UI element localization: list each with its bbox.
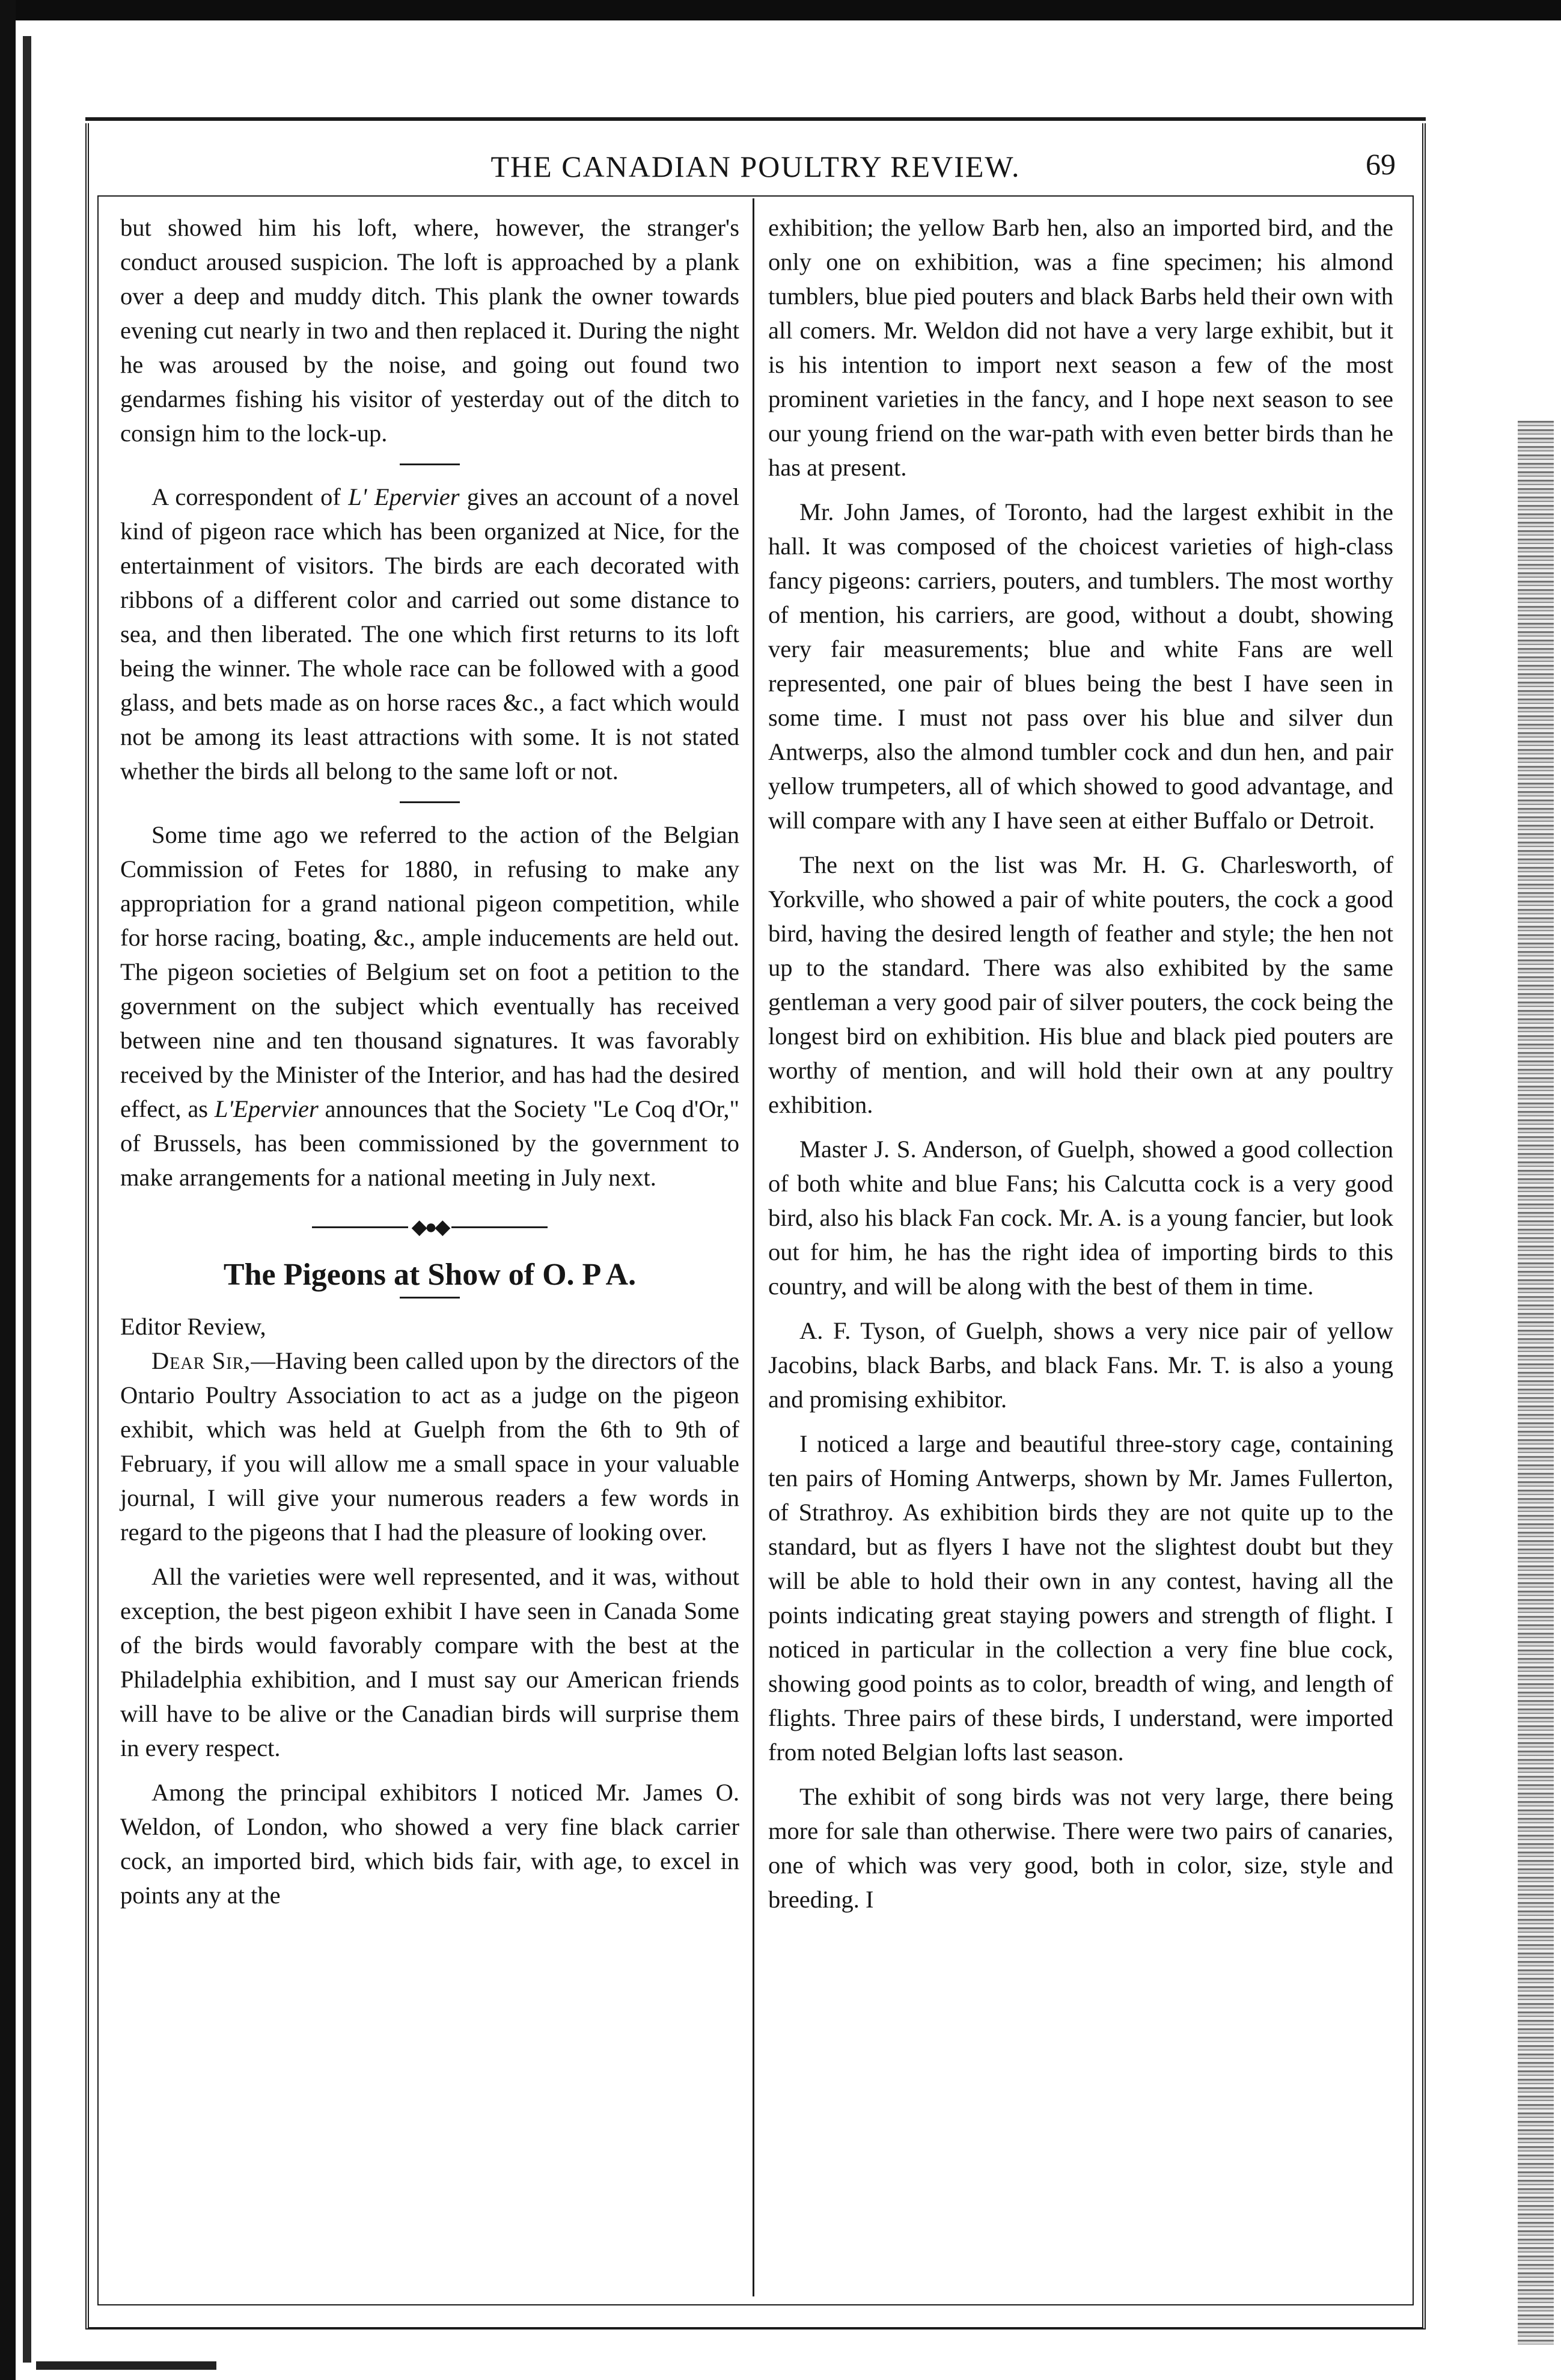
page-header [97, 138, 1414, 192]
separator-rule [400, 463, 460, 465]
header-top-rule [85, 117, 1426, 121]
left-paragraph-4-rest: —Having been called upon by the directors of the Ontario Poultry Association to act as a judge on the pigeon exhibit, which was held at Guelph from the 6th to 9th of February, if you will allow me a small space in your valuable journal, I will give your numerous readers a few words in regard to the pigeons that I had the pleasure of looking over. [120, 1347, 739, 1546]
left-paragraph-1: but showed him his loft, where, however, the stranger's conduct aroused suspicion. The loft is approached by a plank over a deep and muddy ditch. This plank the owner towards evening cut nearly in two and then replaced it. During the night he was aroused by the noise, and going out found two gendarmes fishing his visitor of yesterday out of the ditch to consign him to the lock-up. [120, 214, 739, 447]
left-paragraph-2 [120, 480, 739, 788]
journal-title: THE CANADIAN POULTRY REVIEW. [490, 150, 1021, 183]
right-column [768, 210, 1393, 1927]
right-paragraph-7: The exhibit of song birds was not very large, there being more for sale than otherwise. There were two pairs of canaries, one of which was very good, both in color, size, style and breeding. I [768, 1783, 1393, 1913]
dear-sir: Dear Sir, [151, 1347, 251, 1374]
left-paragraph-6: Among the principal exhibitors I noticed Mr. James O. Weldon, of London, who showed a very fine black carrier cock, an imported bird, which bids fair, with age, to excel in points any at the [120, 1779, 739, 1909]
ornament-line-right [451, 1226, 548, 1228]
separator-rule [400, 801, 460, 803]
left-paragraph-3-start: Some time ago we referred to the action of the Belgian Commission of Fetes for 1880, in refusing to make any appropriation for a grand national pigeon competition, while for horse racing, boating, &c., ample inducements are held out. The pigeon societies of Belgium set on foot a petition to the government on the subject which eventually has received between nine and ten thousand signatures. It was favorably received by the Minister of the Interior, and has had the desired effect, as [120, 821, 739, 1122]
salutation: Editor Review, [120, 1313, 266, 1340]
left-paragraph-2-rest: gives an account of a novel kind of pigeon race which has been organized at Nice, for the entertainment of visitors. The birds are each decorated with ribbons of a different color and carried out some distance to sea, and then liberated. The one which first returns to its loft being the winner. The whole race can be followed with a good glass, and bets made as on horse races &c., a fact which would not be among its least attractions with some. It is not stated whether the birds all belong to the same loft or not. [120, 483, 739, 785]
left-column [120, 210, 739, 1923]
left-paragraph-3-rest: announces that the Society "Le Coq d'Or," of Brussels, has been commissioned by the government to make arrangements for a national meeting in July next. [120, 1095, 739, 1191]
scan-left-binding [23, 36, 31, 2363]
ornament-glyph-icon: ◆●◆ [411, 1216, 448, 1238]
right-paragraph-3: The next on the list was Mr. H. G. Charlesworth, of Yorkville, who showed a pair of white pouters, the cock a good bird, having the desired length of feather and style; the hen not up to the standard. There was also exhibited by the same gentleman a very good pair of silver pouters, the cock being the longest bird on exhibition. His blue and black pied pouters are worthy of mention, and will hold their own at any poultry exhibition. [768, 851, 1393, 1118]
scan-right-edge-noise [1518, 421, 1554, 2345]
left-paragraph-2-start: A correspondent of [151, 483, 349, 510]
journal-name-epervier: L' Epervier [348, 483, 460, 510]
section-ornament [120, 1210, 739, 1244]
journal-name-epervier: L'Epervier [214, 1095, 319, 1122]
right-paragraph-5: A. F. Tyson, of Guelph, shows a very nice pair of yellow Jacobins, black Barbs, and black Fans. Mr. T. is also a young and promising exhibitor. [768, 1317, 1393, 1413]
right-paragraph-1: exhibition; the yellow Barb hen, also an imported bird, and the only one on exhibition, was a fine specimen; his almond tumblers, blue pied pouters and black Barbs held their own with all comers. Mr. Weldon did not have a very large exhibit, but it is his intention to import next season a few of the most prominent varieties in the fancy, and I hope next season to see our young friend on the war-path with even better birds than he has at present. [768, 214, 1393, 481]
scan-left-edge [0, 0, 16, 2380]
section-heading: The Pigeons at Show of O. P A. [223, 1258, 637, 1292]
left-paragraph-5: All the varieties were well represented, and it was, without exception, the best pigeon exhibit I have seen in Canada Some of the birds would favorably compare with the best at the Philadelphia exhibition, and I must say our American friends will have to be alive or the Canadian birds will surprise them in every respect. [120, 1563, 739, 1761]
column-divider [753, 198, 754, 2296]
scan-top-edge [0, 0, 1561, 20]
left-paragraph-3 [120, 818, 739, 1195]
page-number: 69 [1366, 147, 1396, 181]
right-paragraph-2: Mr. John James, of Toronto, had the largest exhibit in the hall. It was composed of the choicest varieties of high-class fancy pigeons: carriers, pouters, and tumblers. The most worthy of mention, his carriers, are good, without a doubt, showing very fair measurements; blue and white Fans are well represented, one pair of blues being the best I have seen in some time. I must not pass over his blue and silver dun Antwerps, also the almond tumbler cock and dun hen, and pair yellow trumpeters, all of which showed to good advantage, and will compare with any I have seen at either Buffalo or Detroit. [768, 498, 1393, 834]
left-paragraph-4 [120, 1344, 739, 1549]
scan-bottom-edge [36, 2361, 216, 2370]
ornament-line-left [312, 1226, 408, 1228]
right-paragraph-6: I noticed a large and beautiful three-story cage, containing ten pairs of Homing Antwerps, shown by Mr. James Fullerton, of Strathroy. As exhibition birds they are not quite up to the standard, but as flyers I have not the slightest doubt but they will be able to hold their own in any contest, having all the points indicating great staying powers and strength of flight. I noticed in particular in the collection a very fine blue cock, showing good points as to color, breadth of wing, and length of flights. Three pairs of these birds, I understand, were imported from noted Belgian lofts last season. [768, 1430, 1393, 1766]
heading-rule [400, 1297, 460, 1299]
right-paragraph-4: Master J. S. Anderson, of Guelph, showed a good collection of both white and blue Fans; his Calcutta cock is a very good bird, also his black Fan cock. Mr. A. is a young fancier, but look out for him, he has the right idea of importing birds to this country, and will be along with the best of them in time. [768, 1136, 1393, 1300]
